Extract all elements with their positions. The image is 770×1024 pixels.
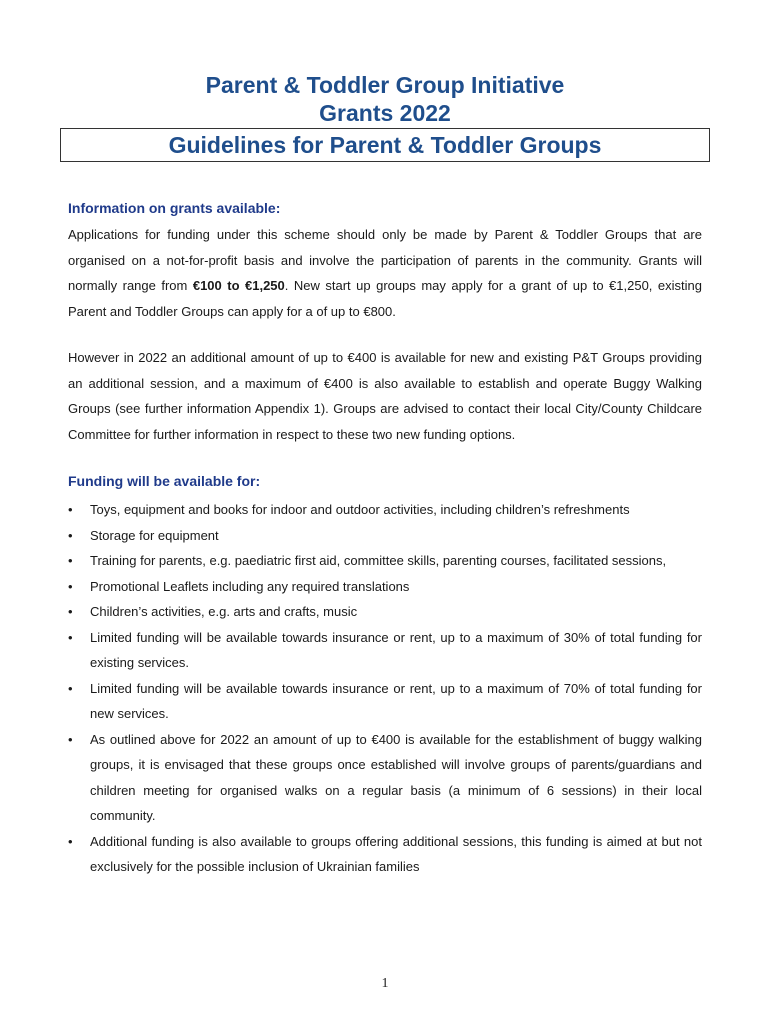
title-line-1: Parent & Toddler Group Initiative [205, 72, 565, 98]
list-item [68, 829, 702, 880]
list-item-text: Promotional Leaflets including any required translations [90, 578, 410, 594]
list-item-text: Limited funding will be available towards insurance or rent, up to a maximum of 30% of total funding for existing services. [90, 629, 702, 670]
bullet-icon: • [68, 527, 73, 543]
list-item [68, 574, 702, 600]
list-item [68, 548, 702, 574]
list-item-text: Additional funding is also available to groups offering additional sessions, this funding is aimed at but not exclusively for the possible inclusion of Ukrainian families [90, 833, 702, 874]
bullet-icon: • [68, 680, 73, 696]
boxed-subtitle: Guidelines for Parent & Toddler Groups [60, 128, 710, 162]
title-line-2: Grants 2022 [319, 100, 451, 126]
bullet-icon: • [68, 629, 73, 645]
page-number: 1 [381, 976, 389, 991]
list-item-text: Storage for equipment [90, 527, 219, 543]
info-paragraph-1-text-a: Applications for funding under this scheme should only be made by Parent & Toddler Groups that are organised on a not-for-profit basis and involve the participation of parents in the community. Grants will normally range from [68, 227, 702, 293]
list-item [68, 599, 702, 625]
funding-heading: Funding will be available for: [68, 473, 261, 489]
bullet-icon: • [68, 502, 73, 517]
document-title [0, 71, 770, 127]
list-item [68, 523, 702, 549]
info-paragraph-1-text-b: . New start up groups may apply for a grant of up to €1,250, existing Parent and Toddler Groups can apply for a of up to €800. [68, 278, 702, 319]
list-item-text: Limited funding will be available towards insurance or rent, up to a maximum of 70% of total funding for new services. [90, 680, 702, 721]
list-item [68, 727, 702, 829]
list-item-text: Toys, equipment and books for indoor and outdoor activities, including children’s refreshments [90, 502, 630, 517]
bullet-icon: • [68, 578, 73, 594]
bullet-icon: • [68, 604, 73, 619]
list-item [68, 676, 702, 727]
info-heading: Information on grants available: [68, 200, 281, 216]
grant-range: €100 to €1,250 [192, 278, 285, 293]
list-item [68, 497, 702, 523]
info-paragraph-1 [68, 222, 702, 324]
info-paragraph-2: However in 2022 an additional amount of up to €400 is available for new and existing P&T Groups providing an additional session, and a maximum of €400 is also available to establish and operate Buggy Walking Groups (see further information Appendix 1). Groups are advised to contact their local City/County Childcare Committee for further information in respect to these two new funding options. [68, 350, 702, 442]
bullet-icon: • [68, 553, 73, 568]
bullet-icon: • [68, 731, 73, 747]
list-item [68, 625, 702, 676]
bullet-icon: • [68, 833, 73, 849]
list-item-text: Training for parents, e.g. paediatric first aid, committee skills, parenting courses, facilitated sessions, [90, 553, 667, 568]
funding-list [68, 497, 702, 880]
list-item-text: As outlined above for 2022 an amount of up to €400 is available for the establishment of buggy walking groups, it is envisaged that these groups once established will involve groups of parents/guardians and children meeting for organised walks on a regular basis (a minimum of 6 sessions) in their local community. [90, 731, 702, 823]
list-item-text: Children’s activities, e.g. arts and crafts, music [90, 604, 358, 619]
